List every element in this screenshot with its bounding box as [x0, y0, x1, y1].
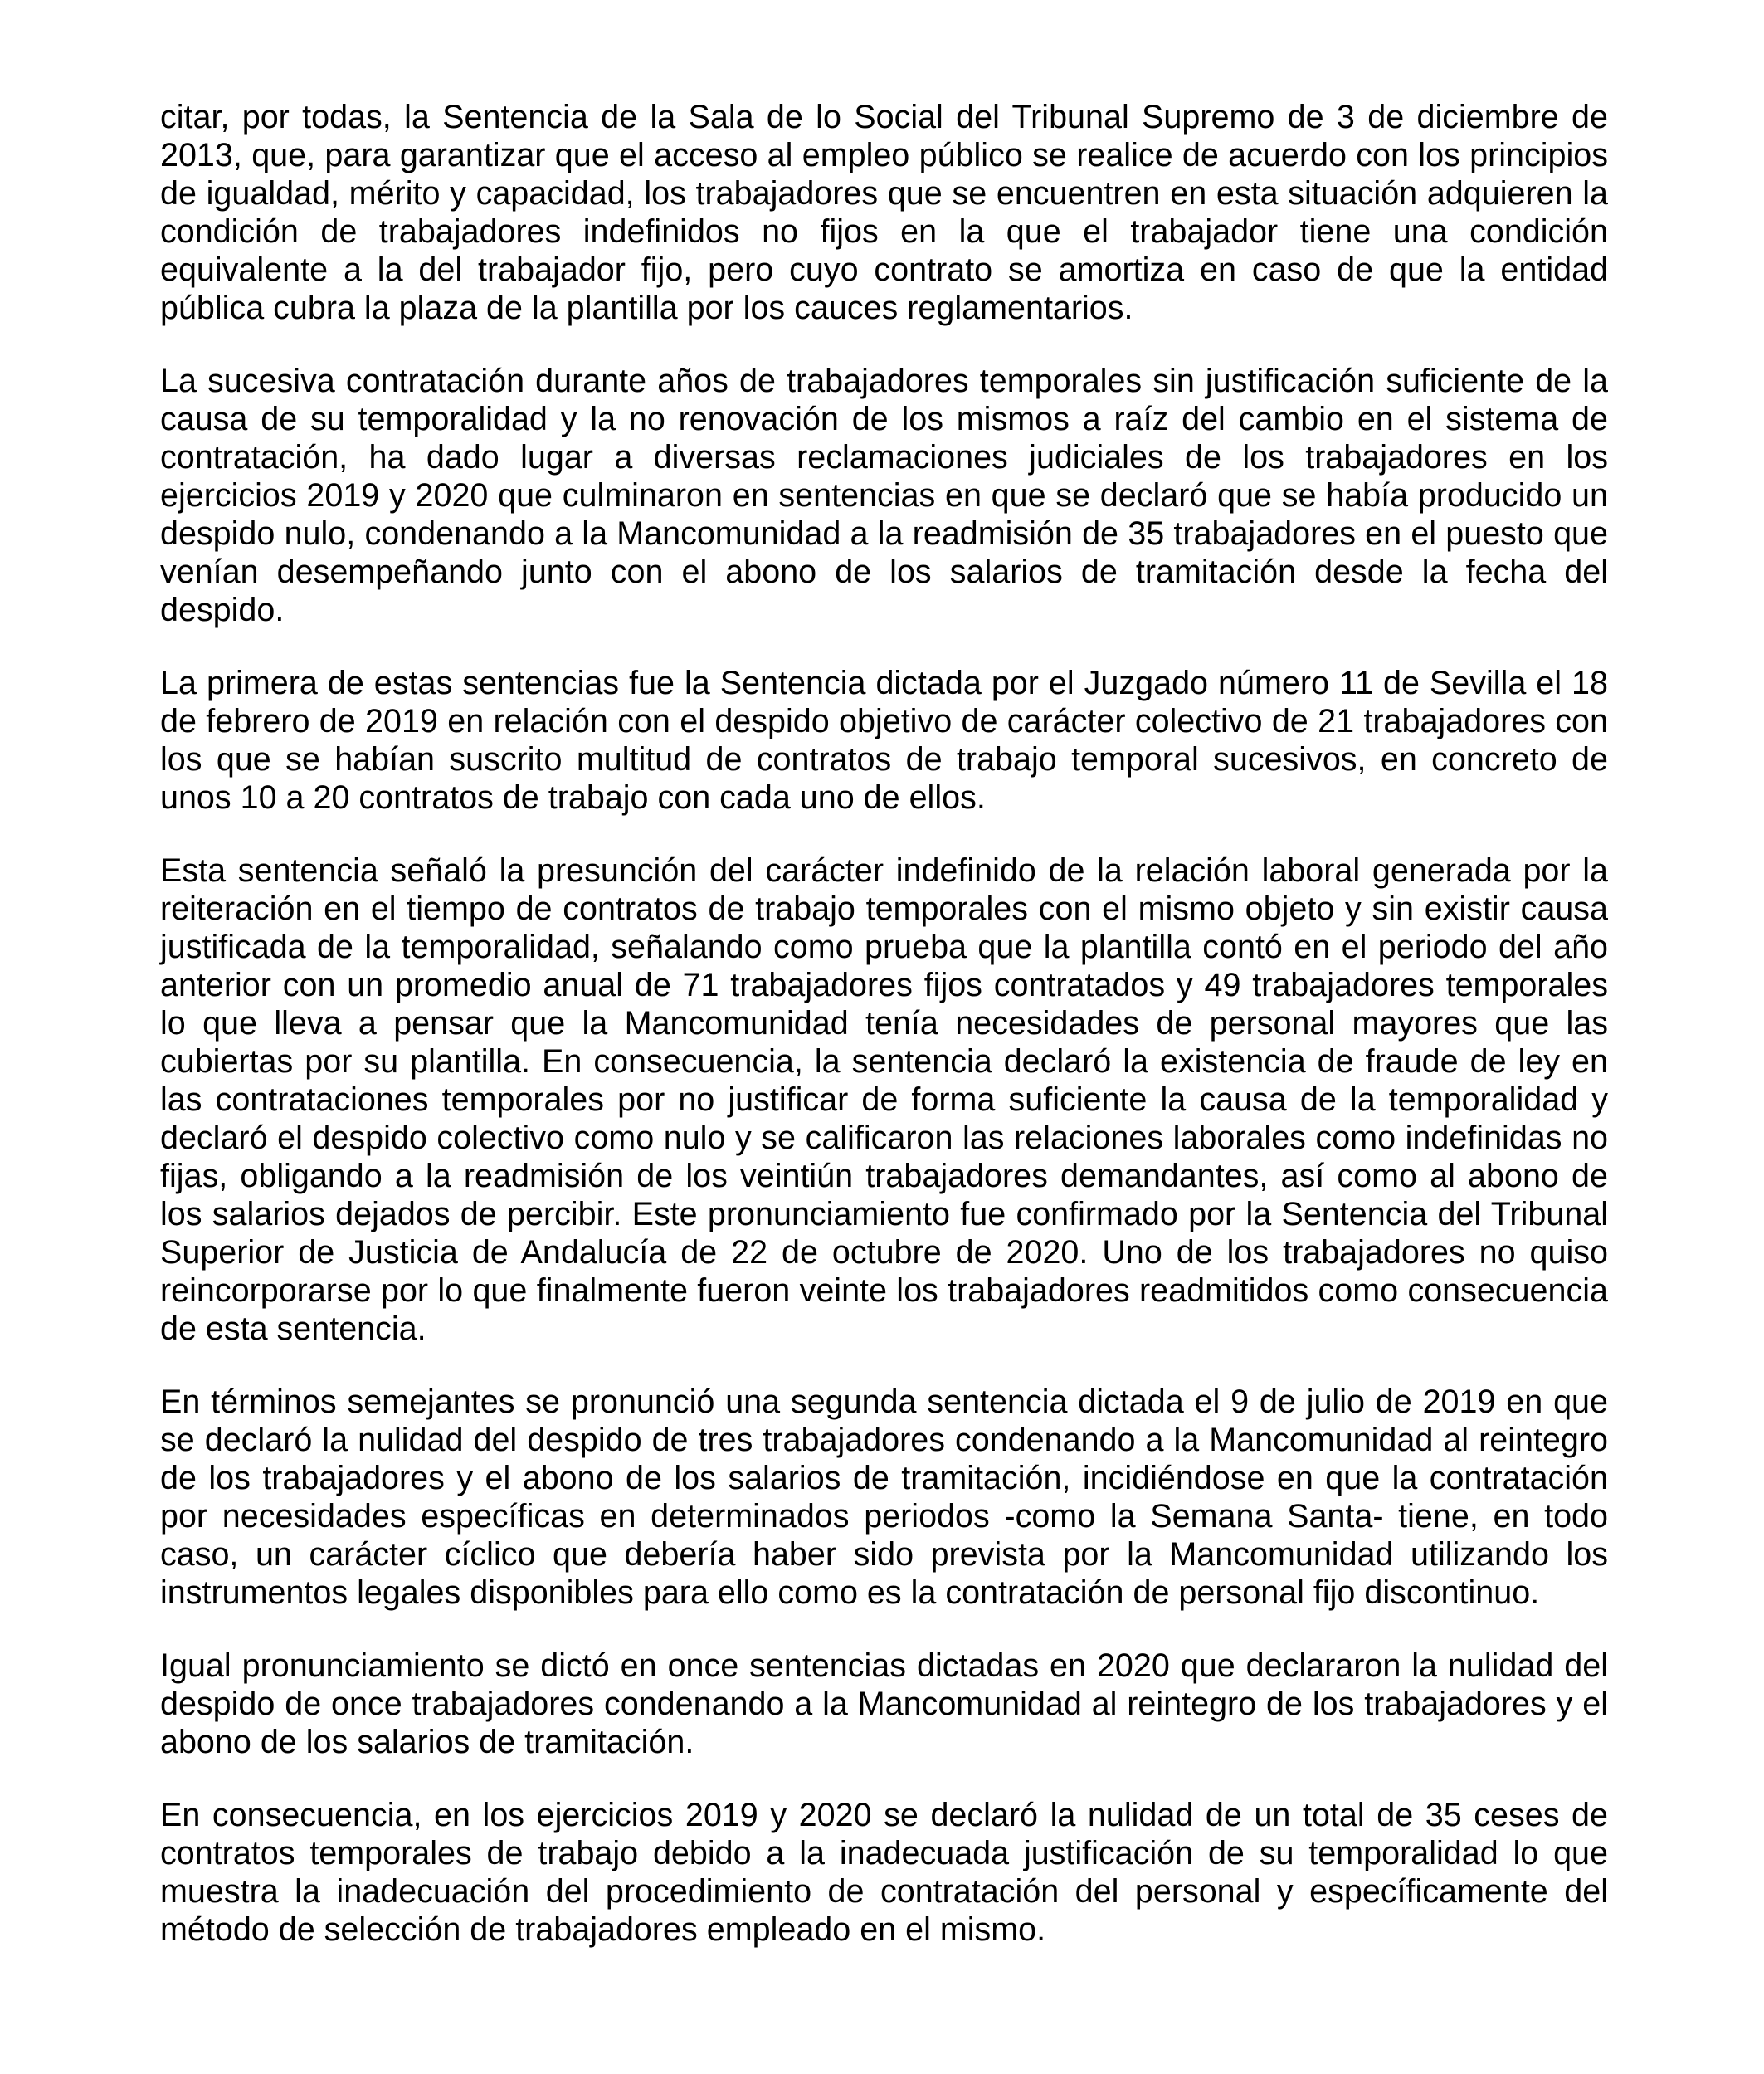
paragraph-1: citar, por todas, la Sentencia de la Sala de lo Social del Tribunal Supremo de 3 de diciembre de 2013, que, para garantizar que el acceso al empleo público se realice de acuerdo con los principios de igualdad, mérito y capacidad, los trabajadores que se encuentren en esta situación adquieren la condición de trabajadores indefinidos no fijos en la que el trabajador tiene una condición equivalente a la del trabajador fijo, pero cuyo contrato se amortiza en caso de que la entidad pública cubra la plaza de la plantilla por los cauces reglamentarios. [160, 99, 1608, 326]
paragraph-3: La primera de estas sentencias fue la Sentencia dictada por el Juzgado número 11 de Sevilla el 18 de febrero de 2019 en relación con el despido objetivo de carácter colectivo de 21 trabajadores con los que se habían suscrito multitud de contratos de trabajo temporal sucesivos, en concreto de unos 10 a 20 contratos de trabajo con cada uno de ellos. [160, 665, 1608, 816]
paragraph-7: En consecuencia, en los ejercicios 2019 y 2020 se declaró la nulidad de un total de 35 ceses de contratos temporales de trabajo debido a la inadecuada justificación de su temporalidad lo que muestra la inadecuación del procedimiento de contratación del personal y específicamente del método de selección de trabajadores empleado en el mismo. [160, 1797, 1608, 1948]
paragraph-4: Esta sentencia señaló la presunción del carácter indefinido de la relación laboral generada por la reiteración en el tiempo de contratos de trabajo temporales con el mismo objeto y sin existir causa justificada de la temporalidad, señalando como prueba que la plantilla contó en el periodo del año anterior con un promedio anual de 71 trabajadores fijos contratados y 49 trabajadores temporales lo que lleva a pensar que la Mancomunidad tenía necesidades de personal mayores que las cubiertas por su plantilla. En consecuencia, la sentencia declaró la existencia de fraude de ley en las contrataciones temporales por no justificar de forma suficiente la causa de la temporalidad y declaró el despido colectivo como nulo y se calificaron las relaciones laborales como indefinidas no fijas, obligando a la readmisión de los veintiún trabajadores demandantes, así como al abono de los salarios dejados de percibir. Este pronunciamiento fue confirmado por la Sentencia del Tribunal Superior de Justicia de Andalucía de 22 de octubre de 2020. Uno de los trabajadores no quiso reincorporarse por lo que finalmente fueron veinte los trabajadores readmitidos como consecuencia de esta sentencia. [160, 852, 1608, 1347]
paragraph-2: La sucesiva contratación durante años de trabajadores temporales sin justificación suficiente de la causa de su temporalidad y la no renovación de los mismos a raíz del cambio en el sistema de contratación, ha dado lugar a diversas reclamaciones judiciales de los trabajadores en los ejercicios 2019 y 2020 que culminaron en sentencias en que se declaró que se había producido un despido nulo, condenando a la Mancomunidad a la readmisión de 35 trabajadores en el puesto que venían desempeñando junto con el abono de los salarios de tramitación desde la fecha del despido. [160, 363, 1608, 628]
paragraph-5: En términos semejantes se pronunció una segunda sentencia dictada el 9 de julio de 2019 en que se declaró la nulidad del despido de tres trabajadores condenando a la Mancomunidad al reintegro de los trabajadores y el abono de los salarios de tramitación, incidiéndose en que la contratación por necesidades específicas en determinados periodos -como la Semana Santa- tiene, en todo caso, un carácter cíclico que debería haber sido prevista por la Mancomunidad utilizando los instrumentos legales disponibles para ello como es la contratación de personal fijo discontinuo. [160, 1383, 1608, 1611]
paragraph-6: Igual pronunciamiento se dictó en once sentencias dictadas en 2020 que declararon la nulidad del despido de once trabajadores condenando a la Mancomunidad al reintegro de los trabajadores y el abono de los salarios de tramitación. [160, 1647, 1608, 1760]
document-body [160, 98, 1608, 1984]
